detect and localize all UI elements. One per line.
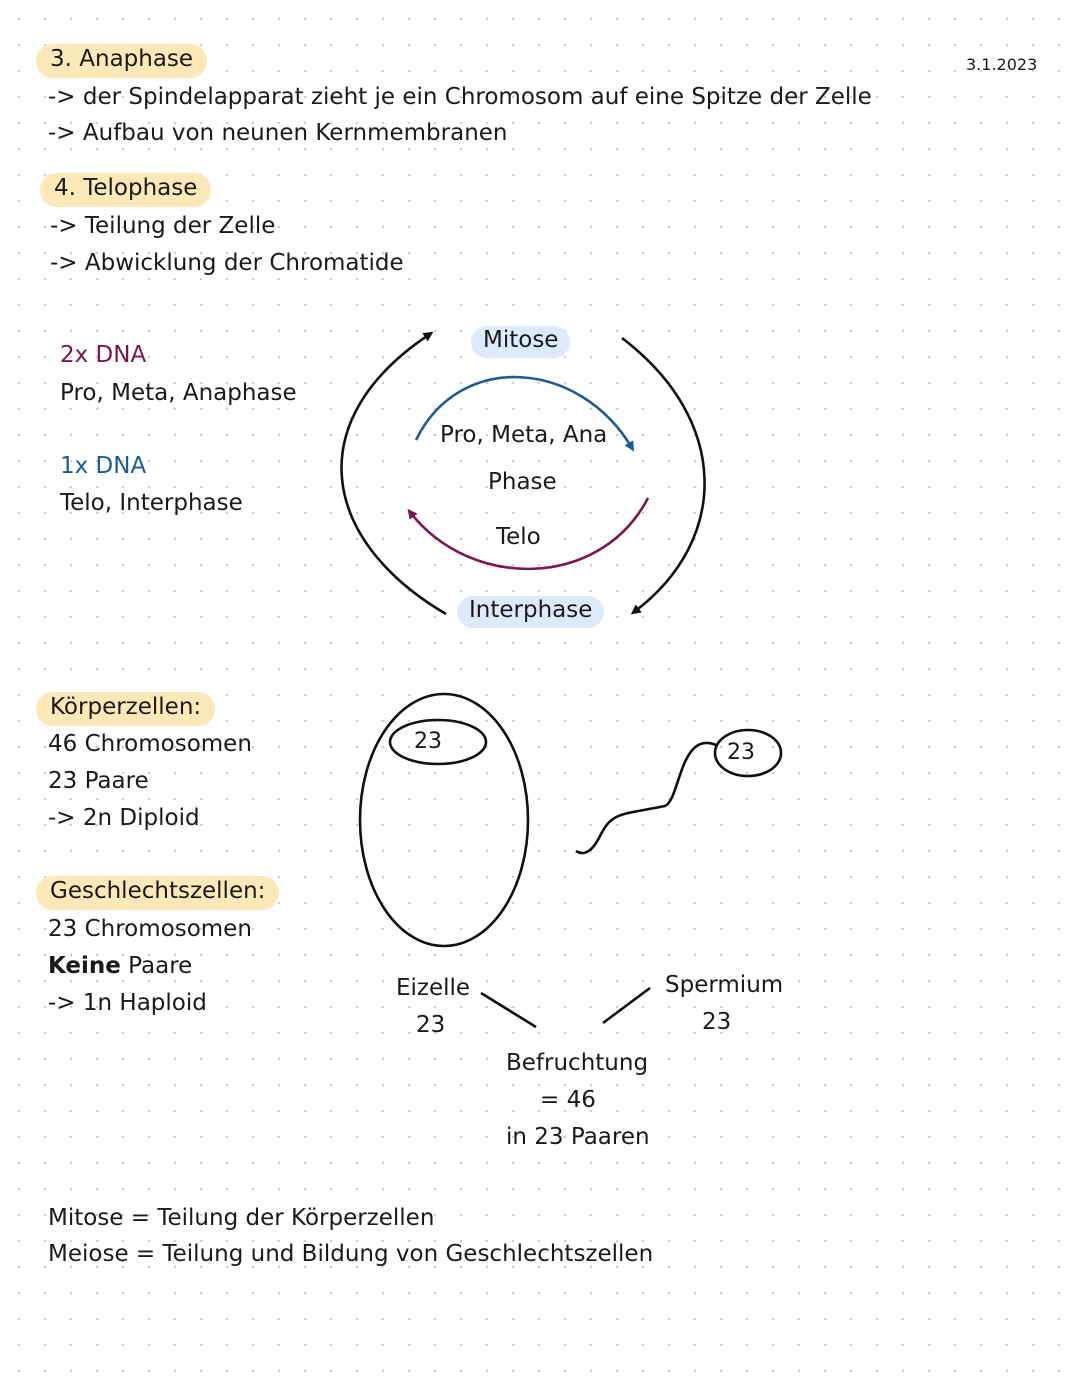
fertilization-pairs: in 23 Paaren [506, 1124, 650, 1150]
dna-one-label: 1x DNA [60, 453, 147, 479]
egg-count: 23 [416, 1012, 446, 1038]
cycle-label-mitose: Mitose [471, 326, 570, 358]
sperm-label: Spermium [665, 972, 784, 998]
geschlechtszellen-line-2 [48, 953, 192, 981]
koerperzellen-line-2: 23 Paare [48, 768, 149, 794]
dna-one-phases: Telo, Interphase [60, 490, 243, 516]
cycle-inner-top: Pro, Meta, Ana [440, 422, 608, 448]
sperm-tail [576, 743, 716, 853]
sperm-head-count: 23 [727, 740, 755, 765]
summary-mitose: Mitose = Teilung der Körperzellen [48, 1205, 435, 1231]
cycle-inner-bottom: Telo [496, 524, 541, 550]
geschlechtszellen-line-1: 23 Chromosomen [48, 916, 252, 942]
keine-bold: Keine [48, 953, 121, 979]
egg-cell-outline [360, 694, 528, 946]
telophase-line-2: -> Abwicklung der Chromatide [50, 250, 404, 276]
cycle-arrow-right [622, 338, 705, 612]
sperm-count: 23 [702, 1009, 732, 1035]
geschlechtszellen-line-3: -> 1n Haploid [48, 990, 207, 1016]
cycle-label-interphase: Interphase [457, 596, 604, 628]
koerperzellen-line-3: -> 2n Diploid [48, 805, 200, 831]
telophase-heading: 4. Telophase [40, 173, 211, 207]
egg-nucleus-count: 23 [414, 729, 442, 754]
anaphase-heading: 3. Anaphase [36, 44, 207, 78]
koerperzellen-heading: Körperzellen: [36, 692, 215, 726]
dna-two-label: 2x DNA [60, 342, 147, 368]
koerperzellen-line-1: 46 Chromosomen [48, 731, 252, 757]
summary-meiose: Meiose = Teilung und Bildung von Geschlechtszellen [48, 1241, 654, 1267]
connector-egg [481, 993, 536, 1027]
dna-two-phases: Pro, Meta, Anaphase [60, 380, 297, 406]
paare-text: Paare [120, 953, 193, 979]
telophase-line-1: -> Teilung der Zelle [50, 213, 276, 239]
anaphase-line-2: -> Aufbau von neunen Kernmembranen [48, 120, 508, 146]
geschlechtszellen-heading: Geschlechtszellen: [36, 876, 279, 910]
fertilization-value: = 46 [540, 1087, 596, 1113]
date-label: 3.1.2023 [966, 55, 1038, 74]
egg-label: Eizelle [396, 975, 471, 1001]
anaphase-line-1: -> der Spindelapparat zieht je ein Chromosom auf eine Spitze der Zelle [48, 84, 872, 110]
fertilization-label: Befruchtung [506, 1050, 649, 1076]
cycle-arrow-left [342, 334, 446, 614]
cycle-inner-mid: Phase [488, 469, 557, 495]
connector-sperm [603, 988, 650, 1023]
